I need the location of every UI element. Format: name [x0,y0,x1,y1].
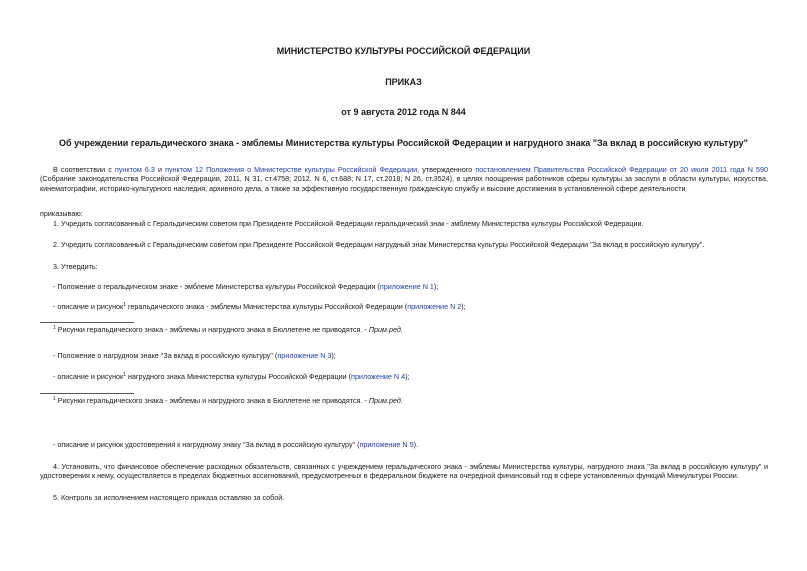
footnote-mark: 1 [123,372,126,378]
bullet-end: ); [331,351,336,360]
link-appendix-4[interactable]: приложение N 4 [351,372,406,381]
document-title: Об учреждении геральдического знака - эмблемы Министерства культуры Российской Федерации и нагрудного знака "За вклад в российскую культуру" [59,138,748,148]
footnote-mark: 1 [53,325,56,331]
link-appendix-2[interactable]: приложение N 2 [407,302,462,311]
bullet-end: ); [461,302,466,311]
link-polozhenie[interactable]: пунктом 12 Положения о Министерстве культуры Российской Федерации [165,165,418,174]
bullet-5 [53,440,418,449]
footnote-mark: 1 [123,302,126,308]
item-5: 5. Контроль за исполнением настоящего приказа оставляю за собой. [53,493,285,502]
footnote-1 [53,325,403,334]
preamble-text: и [154,165,166,174]
bullet-text: - Положение о геральдическом знаке - эмблеме Министерства культуры Российской Федерации ( [53,282,380,291]
preamble-text: , утвержденного [417,165,476,174]
footnote-divider [40,393,134,394]
date-line: от 9 августа 2012 года N 844 [341,107,466,117]
footnote-divider [40,322,134,323]
footnote-text: Рисунки геральдического знака - эмблемы и нагрудного знака в Бюллетене не приводятся. - [55,325,369,334]
item-1: 1. Учредить согласованный с Геральдическим советом при Президенте Российской Федерации геральдический знак - эмблему Министерства культуры Российской Федерации. [53,219,644,228]
item-2: 2. Учредить согласованный с Геральдическим советом при Президенте Российской Федерации нагрудный знак Министерства культуры Российской Федерации "За вклад в российскую культуру". [53,240,705,249]
preamble-text: (Собрание законодательства Российской Федерации, 2011, N 31, ст.4758; 2012, N 6, ст.688; N 17, ст.2018; N 26, ст.3524), в целях поощрения работников сферы культуры за заслуги в области культуры, искусства, кинематографии, историко-культурного наследия, архивного дела, а также за эффективную государственную гражданскую службу и высокие достижения в установленной сфере деятельности [40,174,768,193]
footnote-2 [53,396,403,405]
footnote-mark: 1 [53,396,56,402]
preamble [40,165,768,193]
item-4: 4. Установить, что финансовое обеспечение расходных обязательств, связанных с учреждением геральдического знака - эмблемы Министерства культуры, нагрудного знака "За вклад в российскую культуру" и удостоверения к нему, осуществляется в пределах бюджетных ассигнований, предусмотренных в федеральном бюджете на очередной финансовый год в сфере установленных функций Минкультуры России. [40,462,768,481]
footnote-text: Рисунки геральдического знака - эмблемы и нагрудного знака в Бюллетене не приводятся. - [55,396,369,405]
link-punkt-6-3[interactable]: пунктом 6.3 [114,165,155,174]
bullet-text: геральдического знака - эмблемы Министерства культуры Российской Федерации ( [125,302,408,311]
editor-note: Прим.ред. [368,325,403,334]
preamble-text: В соответствии с [53,165,115,174]
bullet-text: - Положение о нагрудном знаке "За вклад в российскую культуру" ( [53,351,278,360]
link-appendix-3[interactable]: приложение N 3 [277,351,332,360]
link-appendix-1[interactable]: приложение N 1 [379,282,434,291]
bullet-2 [53,302,466,311]
link-appendix-5[interactable]: приложение N 5 [359,440,414,449]
link-postanovlenie[interactable]: постановлением Правительства Российской Федерации от 20 июля 2011 года N 590 [475,165,768,174]
bullet-3 [53,351,336,360]
orders-word: приказываю: [40,209,83,218]
bullet-end: ); [405,372,410,381]
bullet-end: ). [413,440,418,449]
bullet-text: - описание и рисунок удостоверения к нагрудному знаку "За вклад в российскую культуру" ( [53,440,360,449]
ministry-heading: МИНИСТЕРСТВО КУЛЬТУРЫ РОССИЙСКОЙ ФЕДЕРАЦИИ [276,46,531,56]
bullet-text: - описание и рисунок [53,372,124,381]
item-3: 3. Утвердить: [53,262,98,271]
editor-note: Прим.ред. [368,396,403,405]
bullet-text: - описание и рисунок [53,302,124,311]
bullet-end: ); [433,282,439,291]
bullet-1 [53,282,438,291]
bullet-4 [53,372,410,381]
bullet-text: нагрудного знака Министерства культуры Российской Федерации ( [125,372,352,381]
doc-type-heading: ПРИКАЗ [385,77,422,87]
